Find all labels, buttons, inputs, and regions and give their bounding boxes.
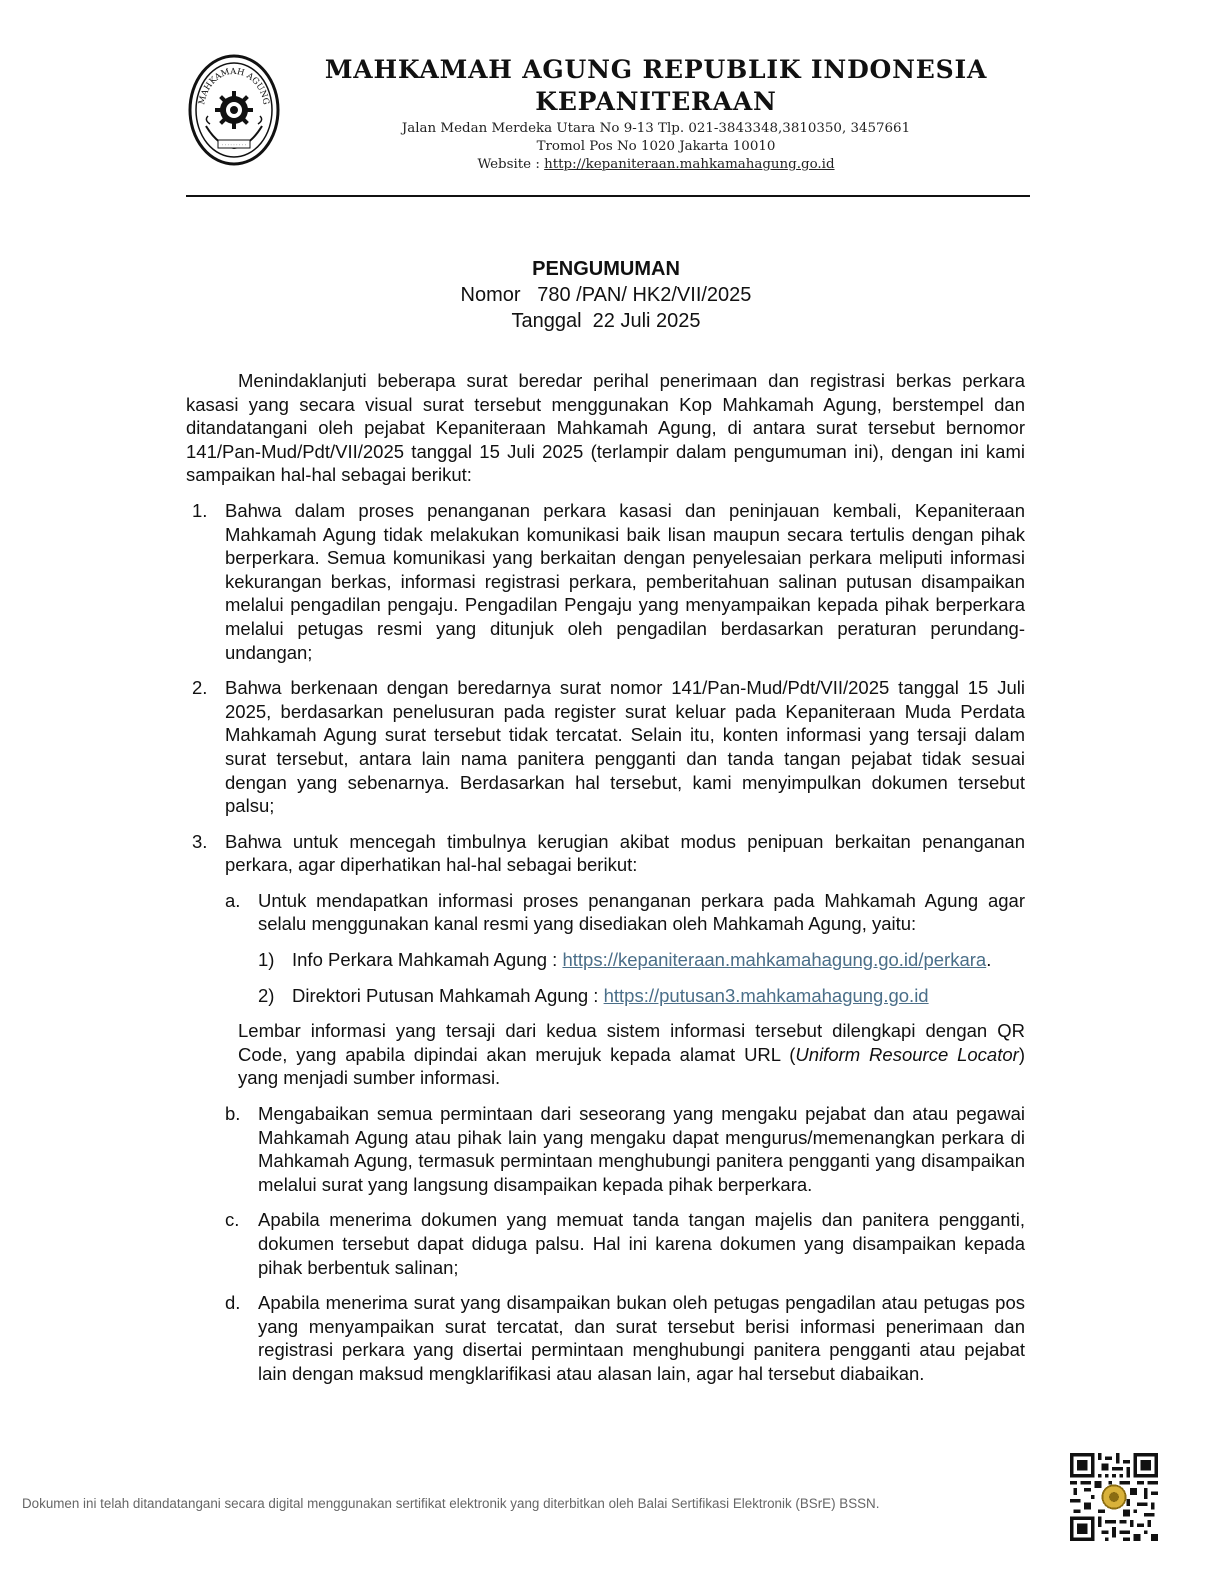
intro-paragraph: Menindaklanjuti beberapa surat beredar perihal penerimaan dan registrasi berkas perkara kasasi yang secara visual surat tersebut menggunakan Kop Mahkamah Agung, berstempel dan ditandatangani oleh pejabat Kepaniteraan Mahkamah Agung, di antara surat tersebut bernomor 141/Pan-Mud/Pdt/VII/2025 tanggal 15 Juli 2025 (terlampir dalam pengumuman ini), dengan ini kami sampaikan hal-hal sebagai berikut: (186, 370, 1025, 486)
info-perkara-link[interactable]: https://kepaniteraan.mahkamahagung.go.id/perkara (562, 949, 987, 971)
svg-text:MAHKAMAH AGUNG: MAHKAMAH AGUNG (197, 66, 271, 106)
sub-item-d (186, 1291, 1025, 1385)
channel-label: 2) (258, 984, 275, 1006)
digital-signature-footer: Dokumen ini telah ditandatangani secara digital menggunakan sertifikat elektronik yang diterbitkan oleh Balai Sertifikasi Elektronik (BSrE) BSSN. (22, 1496, 880, 1511)
sub-item-text: Mengabaikan semua permintaan dari seseorang yang mengaku pejabat dan atau pegawai Mahkamah Agung atau pihak lain yang mengaku dapat mengurus/memenangkan perkara di Mahkamah Agung, termasuk permintaan menghubungi panitera pengganti yang disampaikan melalui surat yang langsung disampaikan kepada pihak berperkara. (258, 1103, 1025, 1195)
item-number: 1. (192, 499, 208, 521)
channel-text: Info Perkara Mahkamah Agung : (292, 949, 563, 971)
po-box-line: Tromol Pos No 1020 Jakarta 10010 (536, 139, 776, 154)
item-text: Bahwa dalam proses penanganan perkara kasasi dan peninjauan kembali, Kepaniteraan Mahkamah Agung tidak melakukan komunikasi baik lisan maupun secara tertulis dengan pihak berperkara. Semua komunikasi yang berkaitan dengan penyelesaian perkara meliputi informasi kekurangan berkas, informasi registrasi perkara, pemberitahuan salinan putusan disampaikan melalui pengadilan pengaju. Pengadilan Pengaju yang menyampaikan kepada pihak berperkara melalui petugas resmi yang ditunjuk oleh pengadilan berdasarkan peraturan perundang-undangan; (225, 499, 1025, 663)
institution-name: MAHKAMAH AGUNG REPUBLIK INDONESIA (324, 55, 988, 84)
sub-item-text: Untuk mendapatkan informasi proses penanganan perkara pada Mahkamah Agung agar selalu menggunakan kanal resmi yang disediakan oleh Mahkamah Agung, yaitu: (258, 889, 1025, 935)
item-number: 2. (192, 677, 208, 699)
letterhead-divider (186, 195, 1030, 197)
qr-code-note (186, 1019, 1025, 1090)
channel-label: 1) (258, 949, 275, 971)
qr-code-icon (1070, 1453, 1158, 1541)
sub-item-label: a. (225, 889, 241, 911)
announcement-body (186, 369, 1025, 1386)
address-line: Jalan Medan Merdeka Utara No 9-13 Tlp. 021-3843348,3810350, 3457661 (401, 121, 911, 136)
sub-item-label: b. (225, 1103, 241, 1125)
supreme-court-seal-logo (188, 54, 280, 166)
channel-text: Direktori Putusan Mahkamah Agung : (292, 984, 604, 1006)
note-text: Lembar informasi yang tersaji dari kedua sistem informasi tersebut dilengkapi dengan QR Code, yang apabila dipindai akan merujuk kepada alamat URL ( (238, 1020, 1025, 1065)
sub-item-text: Apabila menerima dokumen yang memuat tanda tangan majelis dan panitera pengganti, dokumen tersebut dapat diduga palsu. Hal ini karena dokumen yang disampaikan kepada pihak berbentuk salinan; (258, 1209, 1025, 1278)
announcement-number: Nomor 780 /PAN/ HK2/VII/2025 (460, 284, 752, 306)
item-text: Bahwa berkenaan dengan beredarnya surat nomor 141/Pan-Mud/Pdt/VII/2025 tanggal 15 Juli 2025, berdasarkan penelusuran pada register surat keluar pada Kepaniteraan Muda Perdata Mahkamah Agung surat tersebut tidak tercatat. Selain itu, konten informasi yang tersaji dalam surat tersebut, antara lain nama panitera pengganti dan tanda tangan pejabat tidak sesuai dengan yang sebenarnya. Berdasarkan hal tersebut, kami menyimpulkan dokumen tersebut palsu; (225, 677, 1025, 817)
list-item-3 (186, 830, 1025, 877)
sub-item-label: c. (225, 1209, 240, 1231)
website-link[interactable]: http://kepaniteraan.mahkamahagung.go.id (544, 157, 835, 172)
channel-item-1 (186, 948, 1025, 972)
department-name: KEPANITERAAN (535, 87, 777, 116)
sub-item-c (186, 1208, 1025, 1279)
item-text: Bahwa untuk mencegah timbulnya kerugian akibat modus penipuan berkaitan penanganan perkara, agar diperhatikan hal-hal sebagai berikut: (225, 830, 1025, 876)
announcement-title: PENGUMUMAN (532, 258, 680, 280)
sub-item-b (186, 1102, 1025, 1196)
website-line (282, 156, 1030, 174)
sub-item-text: Apabila menerima surat yang disampaikan bukan oleh petugas pengadilan atau petugas pos yang menyampaikan surat tercatat, dan surat tersebut berisi informasi penerimaan dan registrasi perkara yang disertai permintaan menghubungi panitera pengganti atau pejabat lain dengan maksud mengklarifikasi atau alasan lain, agar hal tersebut diabaikan. (258, 1292, 1025, 1384)
announcement-date: Tanggal 22 Juli 2025 (511, 310, 701, 332)
announcement-heading (186, 256, 1026, 334)
list-item-1 (186, 499, 1025, 664)
item-number: 3. (192, 830, 208, 852)
website-label: Website : (477, 157, 540, 172)
note-italic-term: Uniform Resource Locator (795, 1043, 1019, 1065)
svg-text:· · · · · · · · ·: · · · · · · · · · (221, 143, 247, 149)
sub-item-label: d. (225, 1292, 241, 1314)
list-item-2 (186, 676, 1025, 818)
note-text-end: ) yang menjadi sumber informasi. (238, 1043, 1025, 1089)
direktori-putusan-link[interactable]: https://putusan3.mahkamahagung.go.id (603, 984, 929, 1006)
channel-suffix: . (986, 949, 992, 971)
letterhead (186, 50, 1030, 200)
channel-item-2 (186, 984, 1025, 1008)
sub-item-a (186, 889, 1025, 936)
